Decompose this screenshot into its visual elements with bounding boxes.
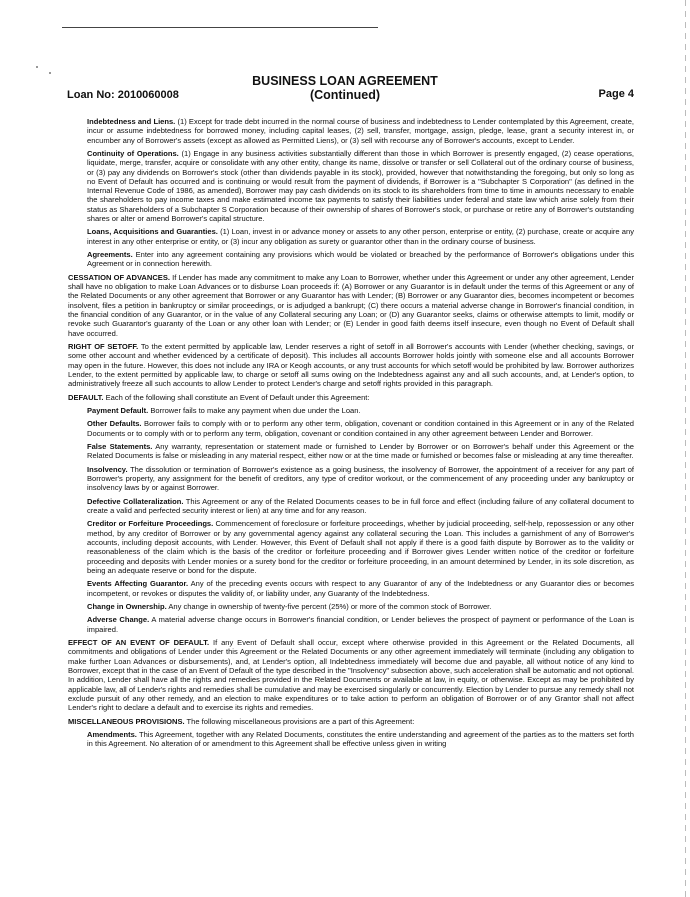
paragraph-text: Enter into any agreement containing any provisions which would be violated or breached by the performance of Borrower's obligations under this Agreement or in connection herewith.	[87, 250, 634, 269]
document-body	[68, 117, 634, 753]
paragraph	[87, 579, 634, 598]
paragraph-heading: Other Defaults.	[87, 419, 142, 429]
paragraph-heading: DEFAULT.	[68, 392, 104, 402]
scan-artifact-line	[62, 27, 378, 28]
paragraph-text: If any Event of Default shall occur, except where otherwise provided in this Agreement or the Related Documents, all commitments and obligations of Lender under this Agreement or the Related Documents or any other agreement immediately will terminate (including any obligation to make further Loan Advances or disbursements), and, at Lender's option, all Indebtedness immediately will become due and payable, all without notice of any kind to Borrower, except that in the case of an Event of Default of the type described in the "Insolvency" subsection above, such acceleration shall be automatic and not optional. In addition, Lender shall have all the rights and remedies provided in the Related Documents or available at law, in equity, or otherwise. Except as may be prohibited by applicable law, all of Lender's rights and remedies shall be cumulative and may be exercised singularly or concurrently. Election by Lender to pursue any remedy shall not exclude pursuit of any other remedy, and an election to make expenditures or to take action to perform an obligation of Borrower or of any Grantor shall not affect Lender's right to declare a default and to exercise its rights and remedies.	[68, 638, 634, 713]
paragraph-text: (1) Engage in any business activities substantially different than those in which Borrower is presently engaged, (2) cease operations, liquidate, merge, transfer, acquire or consolidate with any other entity, change its name, dissolve or transfer or sell Collateral out of the ordinary course of business, or (3) pay any dividends on Borrower's stock (other than dividends payable in its stock), provided, however that notwithstanding the foregoing, but only so long as no Event of Default has occurred and is continuing or would result from the payment of dividends, if Borrower is a "Subchapter S Corporation" (as defined in the Internal Revenue Code of 1986, as amended), Borrower may pay cash dividends on its stock to its shareholders from time to time in amounts necessary to enable the shareholders to pay income taxes and make estimated income tax payments to satisfy their liabilities under federal and state law which arise solely from their status as Shareholders of a Subchapter S Corporation because of their ownership of shares of Borrower's stock, or purchase or retire any of Borrower's outstanding shares or alter or amend Borrower's capital structure.	[87, 148, 634, 224]
paragraph-text: (1) Loan, invest in or advance money or assets to any other person, enterprise or entity, (2) purchase, create or acquire any interest in any other enterprise or entity, or (3) incur any obligation as surety or guarantor other than in the ordinary course of business.	[87, 227, 634, 246]
paragraph-heading: Loans, Acquisitions and Guaranties.	[87, 227, 218, 237]
paragraph-heading: Creditor or Forfeiture Proceedings.	[87, 519, 214, 529]
paragraph-text: This Agreement or any of the Related Documents ceases to be in full force and effect (including failure of any collateral document to create a valid and perfected security interest or lien) at any time and for any reason.	[87, 496, 634, 516]
paragraph	[87, 602, 634, 611]
paragraph-text: Any change in ownership of twenty-five percent (25%) or more of the common stock of Borrower.	[168, 601, 492, 611]
paragraph-text: To the extent permitted by applicable law, Lender reserves a right of setoff in all Borrower's accounts with Lender (whether checking, savings, or some other account and whether evidenced by a certificate of deposit). This includes all accounts Borrower holds jointly with someone else and all accounts Borrower may open in the future. However, this does not include any IRA or Keogh accounts, or any trust accounts for which setoff would be prohibited by law. Borrower authorizes Lender, to the extent permitted by applicable law, to charge or setoff all sums owing on the Indebtedness against any and all such accounts, and, at Lender's option, to administratively freeze all such accounts to allow Lender to protect Lender's charge and setoff rights provided in this paragraph.	[68, 342, 634, 389]
paragraph-text: Commencement of foreclosure or forfeiture proceedings, whether by judicial proceeding, self-help, repossession or any other method, by any creditor of Borrower or by any governmental agency against any collateral securing the Loan. This includes a garnishment of any of Borrower's accounts, including deposit accounts, with Lender. However, this Event of Default shall not apply if there is a good faith dispute by Borrower as to the validity or reasonableness of the claim which is the basis of the creditor or forfeiture proceeding and if Borrower gives Lender written notice of the creditor or forfeiture proceeding and deposits with Lender monies or a surety bond for the creditor or forfeiture proceeding, in an amount determined by Lender, in its sole discretion, as being an adequate reserve or bond for the dispute.	[87, 519, 634, 575]
paragraph	[87, 497, 634, 516]
paragraph-text: Any of the preceding events occurs with respect to any Guarantor of any of the Indebtedness or any Guarantor dies or becomes incompetent, or revokes or disputes the validity of, or liability under, any Guaranty of the Indebtedness.	[87, 579, 634, 598]
paragraph	[87, 406, 634, 415]
paragraph-heading: Adverse Change.	[87, 615, 150, 625]
paragraph	[87, 149, 634, 223]
paragraph-heading: RIGHT OF SETOFF.	[68, 342, 139, 351]
paragraph-text: Borrower fails to make any payment when due under the Loan.	[150, 405, 361, 415]
loan-number: Loan No: 2010060008	[67, 89, 179, 101]
paragraph	[87, 227, 634, 246]
paragraph-heading: MISCELLANEOUS PROVISIONS.	[68, 716, 185, 726]
paragraph	[87, 615, 634, 634]
paragraph-text: A material adverse change occurs in Borrower's financial condition, or Lender believes the prospect of payment or performance of the Loan is impaired.	[87, 615, 635, 634]
paragraph	[68, 342, 634, 388]
paragraph	[87, 519, 634, 575]
paragraph-text: This Agreement, together with any Related Documents, constitutes the entire understanding and agreement of the parties as to the matters set forth in this Agreement. No alteration of or amendment to this Agreement shall be effective unless given in writing	[87, 729, 634, 749]
paragraph	[87, 465, 634, 493]
paragraph-heading: Defective Collateralization.	[87, 496, 184, 506]
paragraph-heading: False Statements.	[87, 442, 153, 452]
paragraph-heading: Indebtedness and Liens.	[87, 117, 176, 126]
paragraph	[87, 442, 634, 461]
page-number: Page 4	[598, 88, 634, 100]
title-line-2: (Continued)	[309, 88, 381, 102]
paragraph-heading: Continuity of Operations.	[87, 148, 179, 158]
paragraph	[87, 250, 634, 269]
paragraph-heading: EFFECT OF AN EVENT OF DEFAULT.	[68, 638, 210, 648]
title-line-1: BUSINESS LOAN AGREEMENT	[252, 74, 438, 88]
paragraph	[87, 117, 634, 145]
paragraph-text: Each of the following shall constitute an Event of Default under this Agreement:	[105, 392, 370, 402]
paragraph-text: Any warranty, representation or statement made or furnished to Lender by Borrower or on Borrower's behalf under this Agreement or the Related Documents is false or misleading in any material respect, either now or at the time made or furnished or becomes false or misleading at any time thereafter.	[87, 442, 634, 461]
paragraph	[68, 273, 634, 338]
paragraph-text: If Lender has made any commitment to make any Loan to Borrower, whether under this Agreement or under any other agreement, Lender shall have no obligation to make Loan Advances or to disburse Loan proceeds if: (A) Borrower or any Guarantor is in default under the terms of this Agreement or any of the Related Documents or any other agreement that Borrower or any Guarantor has with Lender; (B) Borrower or any Guarantor dies, becomes incompetent or becomes insolvent, files a petition in bankruptcy or similar proceedings, or is adjudged a bankrupt; (C) there occurs a material adverse change in Borrower's financial condition, in the financial condition of any Guarantor, or in the value of any Collateral securing any Loan; or (D) any Guarantor seeks, claims or otherwise attempts to limit, modify or revoke such Guarantor's guaranty of the Loan or any other loan with Lender; or (E) Lender in good faith deems itself insecure, even though no Event of Default shall have occurred.	[68, 272, 635, 338]
scan-speck	[36, 66, 38, 68]
paragraph	[68, 638, 634, 712]
paragraph-text: The following miscellaneous provisions are a part of this Agreement:	[186, 716, 415, 726]
paragraph	[68, 717, 634, 726]
paragraph	[87, 730, 634, 749]
paragraph-text: (1) Except for trade debt incurred in the normal course of business and indebtedness to Lender contemplated by this Agreement, create, incur or assume indebtedness for borrowed money, including capital leases, (2) sell, transfer, mortgage, assign, pledge, lease, grant a security interest in, or encumber any of Borrower's assets (except as allowed as Permitted Liens), or (3) sell with recourse any of Borrower's accounts, except to Lender.	[87, 117, 634, 145]
paragraph-heading: Payment Default.	[87, 405, 149, 415]
scan-edge	[685, 0, 686, 897]
paragraph-heading: CESSATION OF ADVANCES.	[68, 272, 170, 282]
paragraph-heading: Agreements.	[87, 250, 133, 260]
paragraph-heading: Events Affecting Guarantor.	[87, 579, 189, 589]
paragraph	[87, 419, 634, 438]
paragraph-heading: Amendments.	[87, 729, 137, 739]
paragraph-text: Borrower fails to comply with or to perform any other term, obligation, covenant or condition contained in this Agreement or in any of the Related Documents or to comply with or to perform any term, obligation, covenant or condition contained in any other agreement between Lender and Borrower.	[87, 419, 634, 438]
paragraph-text: The dissolution or termination of Borrower's existence as a going business, the insolvency of Borrower, the appointment of a receiver for any part of Borrower's property, any assignment for the benefit of creditors, any type of creditor workout, or the commencement of any proceeding under any bankruptcy or insolvency laws by or against Borrower.	[87, 464, 635, 493]
paragraph-heading: Insolvency.	[87, 464, 128, 474]
paragraph	[68, 393, 634, 402]
paragraph-heading: Change in Ownership.	[87, 601, 167, 611]
